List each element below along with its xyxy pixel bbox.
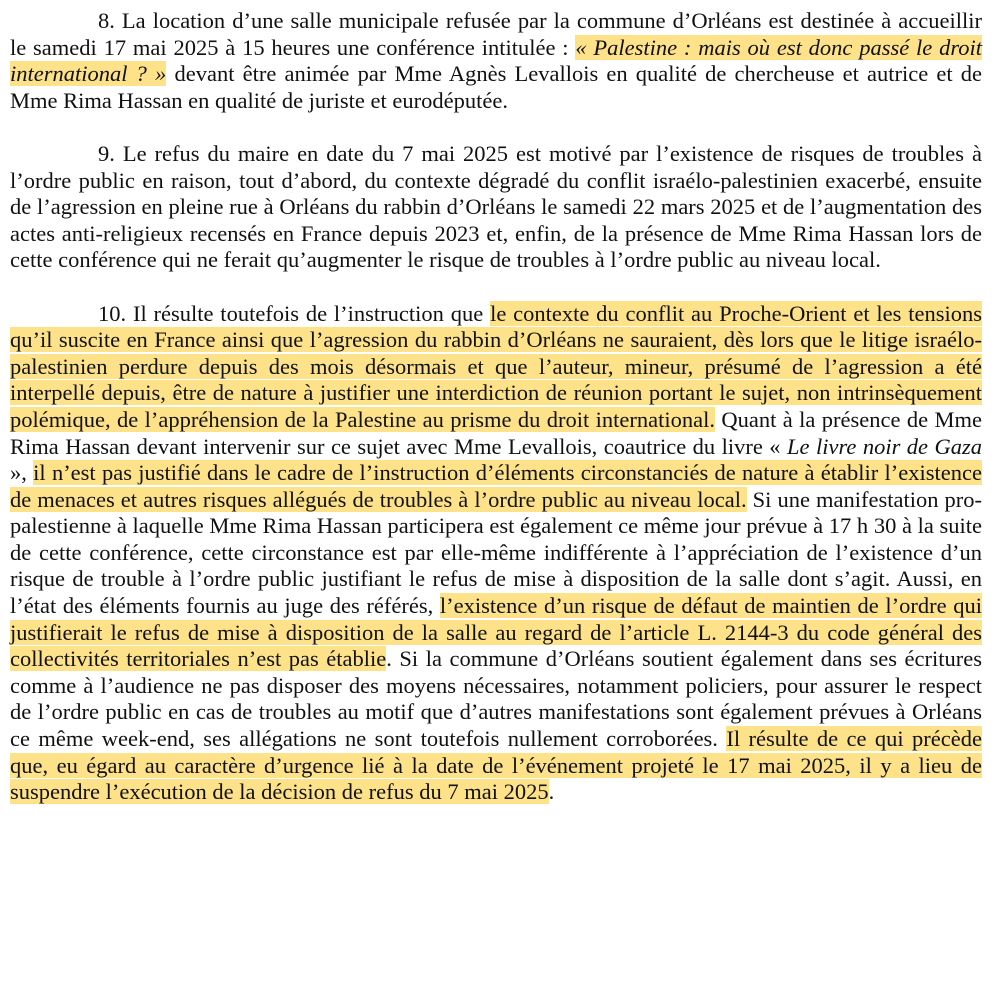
highlighted-passage: il n’est pas justifié dans le cadre de l’instruction d’éléments circonstanciés de nature à établir l’existence de menaces et autres risques allégués de troubles à l’ordre public au niveau local. [10,460,982,512]
highlighted-passage: Il résulte de ce qui précède que, eu égard au caractère d’urgence lié à la date de l’événement projeté le 17 mai 2025, il y a lieu de suspendre l’exécution de la décision de refus du 7 mai 2025 [10,726,982,805]
paragraph-8-text: 8. La location d’une salle municipale refusée par la commune d’Orléans est destinée à accueillir le samedi 17 mai 2025 à 15 heures une conférence intitulée : [10,8,982,60]
paragraph-10-text: . [548,779,555,805]
book-title: Le livre noir de Gaza [787,433,982,459]
paragraph-8 [10,8,982,114]
paragraph-10-text: », [10,460,34,486]
highlighted-passage: le contexte du conflit au Proche-Orient et les tensions qu’il suscite en France ainsi que l’agression du rabbin d’Orléans ne sauraient, dès lors que le litige israélo-palestinien perdure depuis des mois désormais et que l’auteur, mineur, présumé de l’agression a été interpellé depuis, être de nature à justifier une interdiction de réunion portant le sujet, non intrinsèquement polémique, de l’appréhension de la Palestine au prisme du droit international. [10,300,983,432]
paragraph-10-text: Si une manifestation pro-palestienne à laquelle Mme Rima Hassan participera est également ce même jour prévue à 17 h 30 à la suite de cette conférence, cette circonstance est par elle-même indifférente à l’appréciation de l’existence d’un risque de trouble à l’ordre public justifiant le refus de mise à disposition de la salle dont s’agit. Aussi, en l’état des éléments fournis au juge des référés, [10,486,983,619]
paragraph-8-text: devant être animée par Mme Agnès Levallois en qualité de chercheuse et autrice et de Mme Rima Hassan en qualité de juriste et eurodéputée. [10,61,983,113]
highlighted-conference-title: « Palestine : mais où est donc passé le droit international ? » [10,34,982,87]
paragraph-9 [10,141,982,274]
highlighted-passage: l’existence d’un risque de défaut de maintien de l’ordre qui justifierait le refus de mise à disposition de la salle au regard de l’article L. 2144-3 du code général des collectivités territoriales n’est pas établie [10,593,982,672]
paragraph-10-text: Quant à la présence de Mme Rima Hassan devant intervenir sur ce sujet avec Mme Levallois, coautrice du livre « [10,406,982,459]
paragraph-9-text: 9. Le refus du maire en date du 7 mai 2025 est motivé par l’existence de risques de troubles à l’ordre public en raison, tout d’abord, du contexte dégradé du conflit israélo-palestinien exacerbé, ensuite de l’agression en pleine rue à Orléans du rabbin d’Orléans le samedi 22 mars 2025 et de l’augmentation des actes anti-religieux recensés en France depuis 2023 et, enfin, de la présence de Mme Rima Hassan lors de cette conférence qui ne ferait qu’augmenter le risque de troubles à l’ordre public au niveau local. [10,140,982,273]
paragraph-10 [10,301,982,806]
paragraph-10-text: 10. Il résulte toutefois de l’instruction que [98,300,491,326]
paragraph-10-text: . Si la commune d’Orléans soutient également dans ses écritures comme à l’audience ne pas disposer des moyens nécessaires, notamment policiers, pour assurer le respect de l’ordre public en cas de troubles au motif que d’autres manifestations sont également prévues à Orléans ce même week-end, ses allégations ne sont toutefois nullement corroborées. [10,646,982,752]
document-page [10,8,982,806]
